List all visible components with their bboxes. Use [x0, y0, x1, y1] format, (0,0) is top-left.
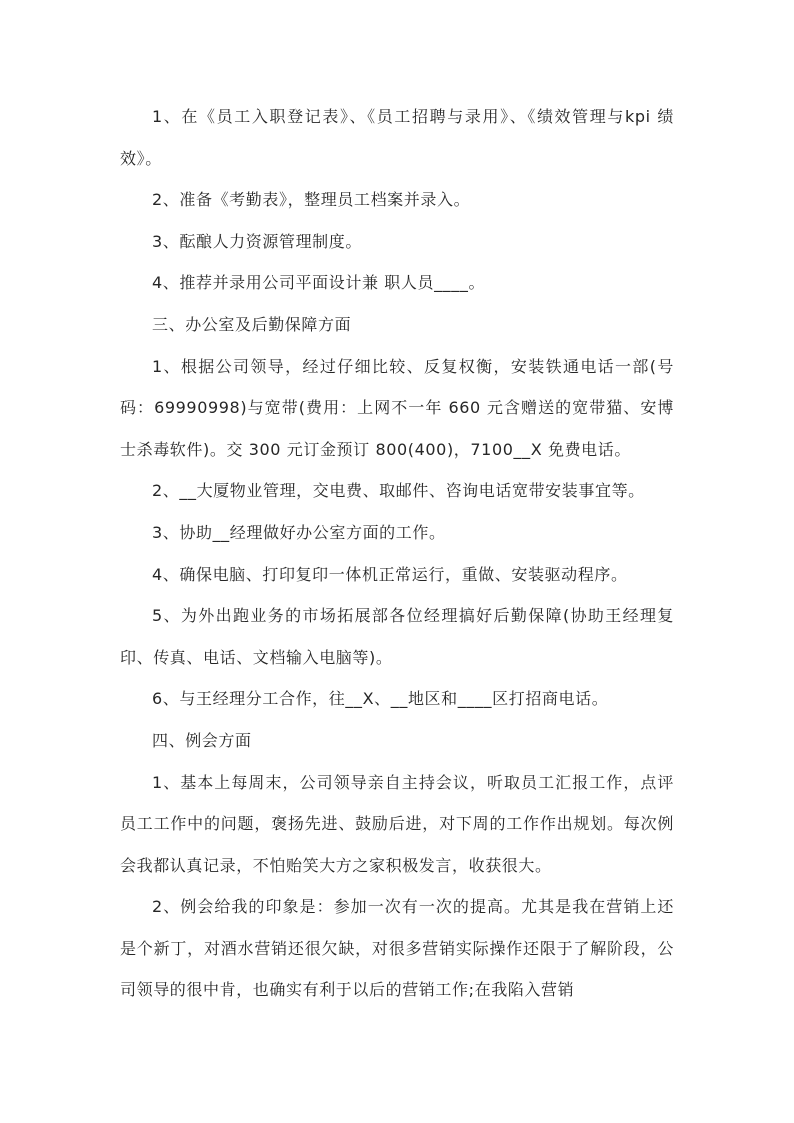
- paragraph-attendance: 2、准备《考勤表》，整理员工档案并录入。: [152, 190, 471, 210]
- paragraph-hr-policy: 3、酝酿人力资源管理制度。: [152, 231, 362, 251]
- paragraph-meeting-impression: 2、例会给我的印象是：参加一次有一次的提高。尤其是我在营销上还是个新丁，对酒水营销还很欠缺，对很多营销实际操作还限于了解阶段，公司领导的很中肯，也确实有利于以后的营销工作;在我陷入营销: [120, 897, 674, 1000]
- paragraph-equipment: 4、确保电脑、打印复印一体机正常运行，重做、安装驱动程序。: [152, 564, 628, 584]
- paragraph-weekly-meeting: 1、基本上每周末，公司领导亲自主持会议，听取员工汇报工作，点评员工工作中的问题，褒扬先进、鼓励后进，对下周的工作作出规划。每次例会我都认真记录，不怕贻笑大方之家积极发言，收获很大。: [120, 772, 674, 875]
- paragraph-designer-hire: 4、推荐并录用公司平面设计兼 职人员____。: [152, 273, 486, 293]
- paragraph-hr-docs: 1、在《员工入职登记表》、《员工招聘与录用》、《绩效管理与kpi 绩效》。: [120, 107, 674, 168]
- section-heading-office-logistics: 三、办公室及后勤保障方面: [152, 314, 352, 334]
- section-heading-meetings: 四、例会方面: [152, 730, 252, 750]
- paragraph-phone-broadband: 1、根据公司领导，经过仔细比较、反复权衡，安装铁通电话一部(号码：69990998)与宽带(费用：上网不一年 660 元含赠送的宽带猫、安博士杀毒软件)。交 300 元订金预订 800(400)，7100__X 免费电话。: [120, 356, 674, 459]
- paragraph-property-management: 2、__大厦物业管理，交电费、取邮件、咨询电话宽带安装事宜等。: [152, 481, 645, 501]
- paragraph-investment-calls: 6、与王经理分工合作，往__X、__地区和____区打招商电话。: [152, 689, 609, 709]
- paragraph-assist-manager: 3、协助__经理做好办公室方面的工作。: [152, 522, 446, 542]
- paragraph-logistics-support: 5、为外出跑业务的市场拓展部各位经理搞好后勤保障(协助王经理复印、传真、电话、文档输入电脑等)。: [120, 606, 674, 667]
